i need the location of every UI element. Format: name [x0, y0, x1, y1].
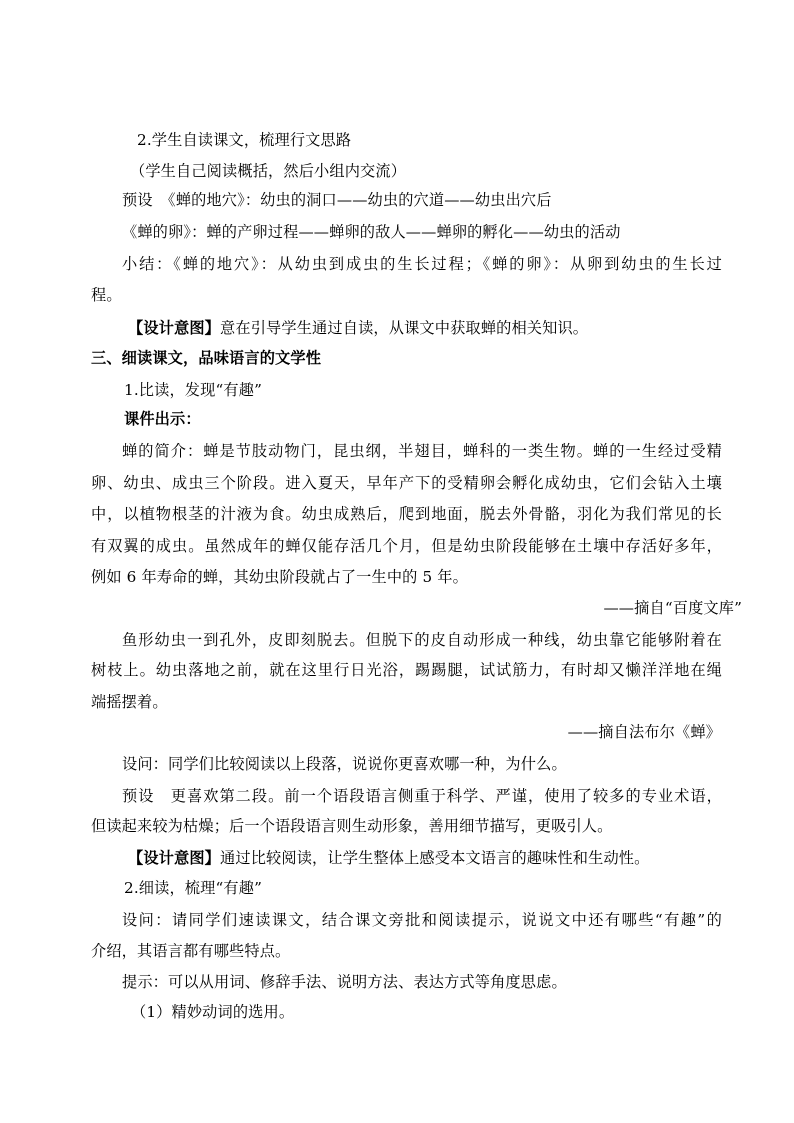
text-line: 树枝上。幼虫落地之前，就在这里行日光浴，踢踢腿，试试筋力，有时却又懒洋洋地在绳: [91, 661, 722, 679]
text-line: 介绍，其语言都有哪些特点。: [91, 942, 291, 960]
text-line: 设问：同学们比较阅读以上段落，说说你更喜欢哪一种，为什么。: [122, 755, 567, 773]
text-line: 端摇摆着。: [91, 693, 168, 711]
text-line: 预设 《蝉的地穴》：幼虫的洞口——幼虫的穴道——幼虫出穴后: [122, 191, 552, 209]
text-line: 中，以植物根茎的汁液为食。幼虫成熟后，爬到地面，脱去外骨骼，羽化为我们常见的长: [91, 505, 722, 523]
text-line: 程。: [91, 286, 122, 304]
design-intent-paragraph: [128, 848, 649, 868]
design-intent-text: 通过比较阅读，让学生整体上感受本文语言的趣味性和生动性。: [220, 849, 650, 867]
design-intent-label: 【设计意图】: [128, 849, 221, 867]
section-heading: 三、细读课文，品味语言的文学性: [91, 349, 322, 367]
source-citation: ——摘自“百度文库”: [603, 599, 742, 617]
text-line: 提示：可以从用词、修辞手法、说明方法、表达方式等角度思虑。: [122, 973, 567, 991]
text-line: 1.比读，发现“有趣”: [124, 381, 262, 399]
text-line: （1）精妙动词的选用。: [131, 1003, 295, 1021]
text-line: 《蝉的卵》：蝉的产卵过程——蝉卵的敌人——蝉卵的孵化——幼虫的活动: [122, 223, 621, 241]
text-line: 鱼形幼虫一到孔外，皮即刻脱去。但脱下的皮自动形成一种线，幼虫靠它能够附着在: [122, 631, 722, 649]
text-line: 但读起来较为枯燥；后一个语段语言则生动形象，善用细节描写，更吸引人。: [91, 817, 613, 835]
design-intent-text: 意在引导学生通过自读，从课文中获取蝉的相关知识。: [220, 319, 589, 337]
design-intent-label: 【设计意图】: [128, 319, 221, 337]
text-line: 2.细读，梳理“有趣”: [124, 879, 262, 897]
text-line: 蝉的简介：蝉是节肢动物门，昆虫纲，半翅目，蝉科的一类生物。蝉的一生经过受精: [122, 442, 722, 460]
source-citation: ——摘自法布尔《蝉》: [567, 723, 721, 741]
text-line: 例如 6 年寿命的蝉，其幼虫阶段就占了一生中的 5 年。: [91, 568, 468, 586]
design-intent-paragraph: [128, 318, 588, 338]
text-line: 有双翼的成虫。虽然成年的蝉仅能存活几个月，但是幼虫阶段能够在土壤中存活好多年，: [91, 537, 722, 555]
courseware-heading: 课件出示：: [124, 410, 201, 428]
text-line: 设问：请同学们速读课文，结合课文旁批和阅读提示，说说文中还有哪些“有趣”的: [122, 911, 722, 929]
text-line: 2.学生自读课文，梳理行文思路: [137, 131, 352, 149]
text-line: 小结：《蝉的地穴》：从幼虫到成虫的生长过程；《蝉的卵》：从卵到幼虫的生长过: [122, 255, 722, 273]
text-line: （学生自己阅读概括，然后小组内交流）: [130, 162, 407, 180]
text-line: 预设 更喜欢第二段。前一个语段语言侧重于科学、严谨，使用了较多的专业术语，: [122, 787, 722, 805]
text-line: 卵、幼虫、成虫三个阶段。进入夏天，早年产下的受精卵会孵化成幼虫，它们会钻入土壤: [91, 474, 722, 492]
